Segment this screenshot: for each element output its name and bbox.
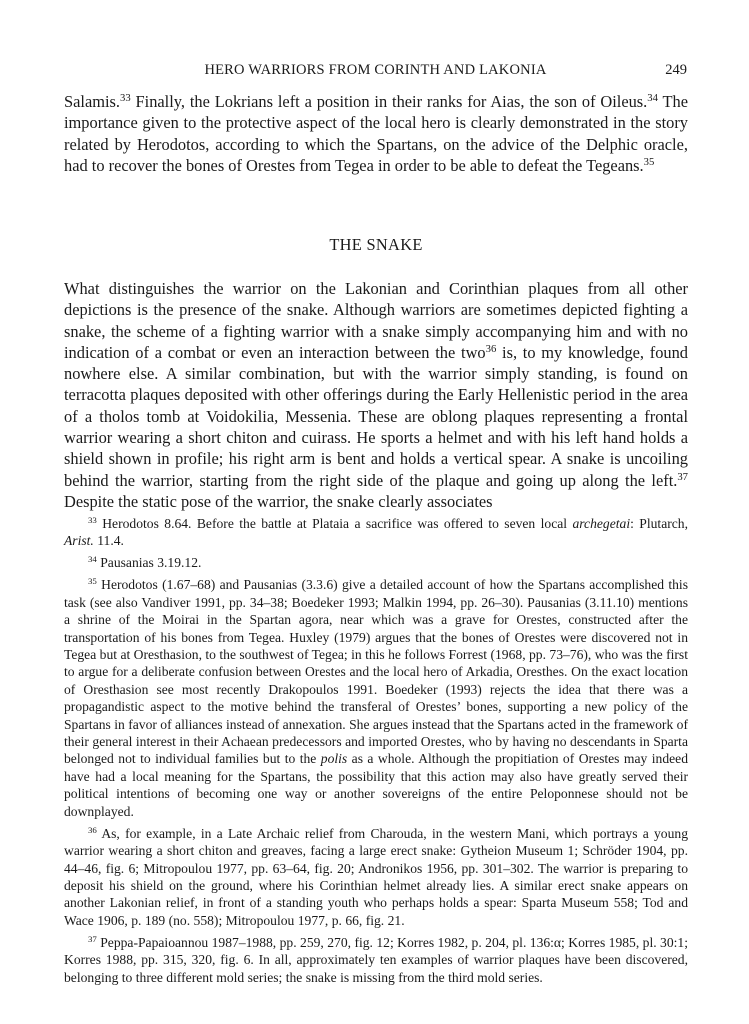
footnote-ref-35: 35 <box>643 157 655 169</box>
footnote-text: : Plutarch, <box>630 516 688 531</box>
paragraph2-text-3: Despite the static pose of the warrior, the snake clearly associates <box>64 491 493 511</box>
section-title: THE SNAKE <box>329 235 423 254</box>
footnote-text: Herodotos (1.67–68) and Pausanias (3.3.6) give a detailed account of how the Spartans accomplished this task (see also Vandiver 1991, pp. 34–38; Boedeker 1993; Malkin 1994, pp. 26–30). Pausanias (3.11.10) mentions a shrine of the Moirai in the Spartan agora, near which was a grave for Orestes, constructed after the transportation of his bones from Tegea. Huxley (1979) argues that the bones of Orestes were discovered not in Tegea but at Oresthasion, to the southwest of Tegea; in this he follows Forrest (1968, pp. 73–76), who was the first to argue for a deliberate confusion between Orestes and the local hero of Arkadia, Oresthes. On the exact location of Oresthasion see most recently Drakopoulos 1991. Boedeker (1993) rejects the idea that there was a propagandistic aspect to the motive behind the transferal of Orestes’ bones, supporting a new policy of the Spartans in favor of alliances instead of annexation. She argues instead that the Spartans acted in the framework of their general interest in their Achaean predecessors and imported Orestes, who by having no descendants in Sparta belonged not to individual families but to the <box>64 577 688 767</box>
page-number: 249 <box>665 62 687 78</box>
running-title: HERO WARRIORS FROM CORINTH AND LAKONIA <box>204 62 547 78</box>
paragraph2-text-2: is, to my knowledge, found nowhere else. A similar combination, but with the warrior simply standing, is found on terracotta plaques deposited with other offerings during the Early Hellenistic period in the area of a tholos tomb at Voidokilia, Messenia. These are oblong plaques representing a frontal warrior wearing a short chiton and cuirass. He sports a helmet and with his left hand holds a shield shown in profile; his right arm is bent and holds a vertical spear. A snake is uncoiling behind the warrior, starting from the right side of the plaque and going up along the left. <box>64 342 689 490</box>
footnote-37 <box>64 934 688 986</box>
footnote-number: 35 <box>88 576 97 587</box>
footnote-34 <box>64 554 688 571</box>
footnote-italic: Arist. <box>64 533 94 549</box>
footnote-ref-34: 34 <box>647 93 658 105</box>
running-header <box>64 62 687 82</box>
footnote-text: Herodotos 8.64. Before the battle at Plataia a sacrifice was offered to seven local <box>96 516 573 531</box>
paragraph-continued <box>64 91 688 176</box>
paragraph1-text-1: Salamis. <box>64 92 120 111</box>
footnotes <box>64 515 688 991</box>
footnote-number: 34 <box>88 554 97 565</box>
footnote-number: 36 <box>88 824 97 835</box>
footnote-italic: archegetai <box>572 516 631 531</box>
footnote-text: as a whole. Although the propitiation of Orestes may indeed have had a local meaning for the Spartans, the possibility that this action may also have greatly served their political intentions of becoming one way or another sovereigns of the entire Peloponnese should not be downplayed. <box>64 751 688 819</box>
footnote-ref-36: 36 <box>485 344 497 356</box>
footnote-text: Peppa-Papaioannou 1987–1988, pp. 259, 270, fig. 12; Korres 1982, p. 204, pl. 136:α; Korres 1985, pl. 30:1; Korres 1988, pp. 315, 320, fig. 6. In all, approximately ten examples of warrior plaques have been discovered, belonging to three different mold series; the snake is missing from the third mold series. <box>64 934 688 985</box>
footnote-text: Pausanias 3.19.12. <box>96 555 202 571</box>
footnote-33 <box>64 515 688 550</box>
footnote-text: As, for example, in a Late Archaic relief from Charouda, in the western Mani, which portrays a young warrior wearing a short chiton and greaves, facing a large erect snake: Gytheion Museum 1; Schröder 1904, pp. 44–46, fig. 6; Mitropoulou 1977, pp. 63–64, fig. 20; Andronikos 1956, pp. 301–302. The warrior is preparing to deposit his shield on the ground, where his Corinthian helmet already lies. A similar erect snake appears on another Lakonian relief, in front of a standing youth who perhaps holds a spear: Sparta Museum 558; Tod and Wace 1906, p. 189 (no. 558); Mitropoulou 1977, p. 66, fig. 21. <box>64 825 688 928</box>
footnote-number: 37 <box>88 933 97 944</box>
footnote-ref-33: 33 <box>120 93 131 105</box>
footnote-text: 11.4. <box>93 533 124 549</box>
footnote-36 <box>64 825 688 929</box>
footnote-italic: polis <box>320 751 348 767</box>
footnote-ref-37: 37 <box>677 471 688 483</box>
footnote-number: 33 <box>88 515 97 526</box>
paragraph1-text-3: The importance given to the protective aspect of the local hero is clearly demonstrated in the story related by Herodotos, according to which the Spartans, on the advice of the Delphic oracle, had to recover the bones of Orestes from Tegea in order to be able to defeat the Tegeans. <box>64 92 688 175</box>
paragraph2-text-1: What distinguishes the warrior on the Lakonian and Corinthian plaques from all other depictions is the presence of the snake. Although warriors are sometimes depicted fighting a snake, the scheme of a fighting warrior with a snake simply accompanying him and with no indication of a combat or even an interaction between the two <box>64 279 688 362</box>
paragraph1-text-2: Finally, the Lokrians left a position in their ranks for Aias, the son of Oileus. <box>130 92 648 111</box>
paragraph-the-snake <box>64 278 688 512</box>
footnote-35 <box>64 576 688 820</box>
